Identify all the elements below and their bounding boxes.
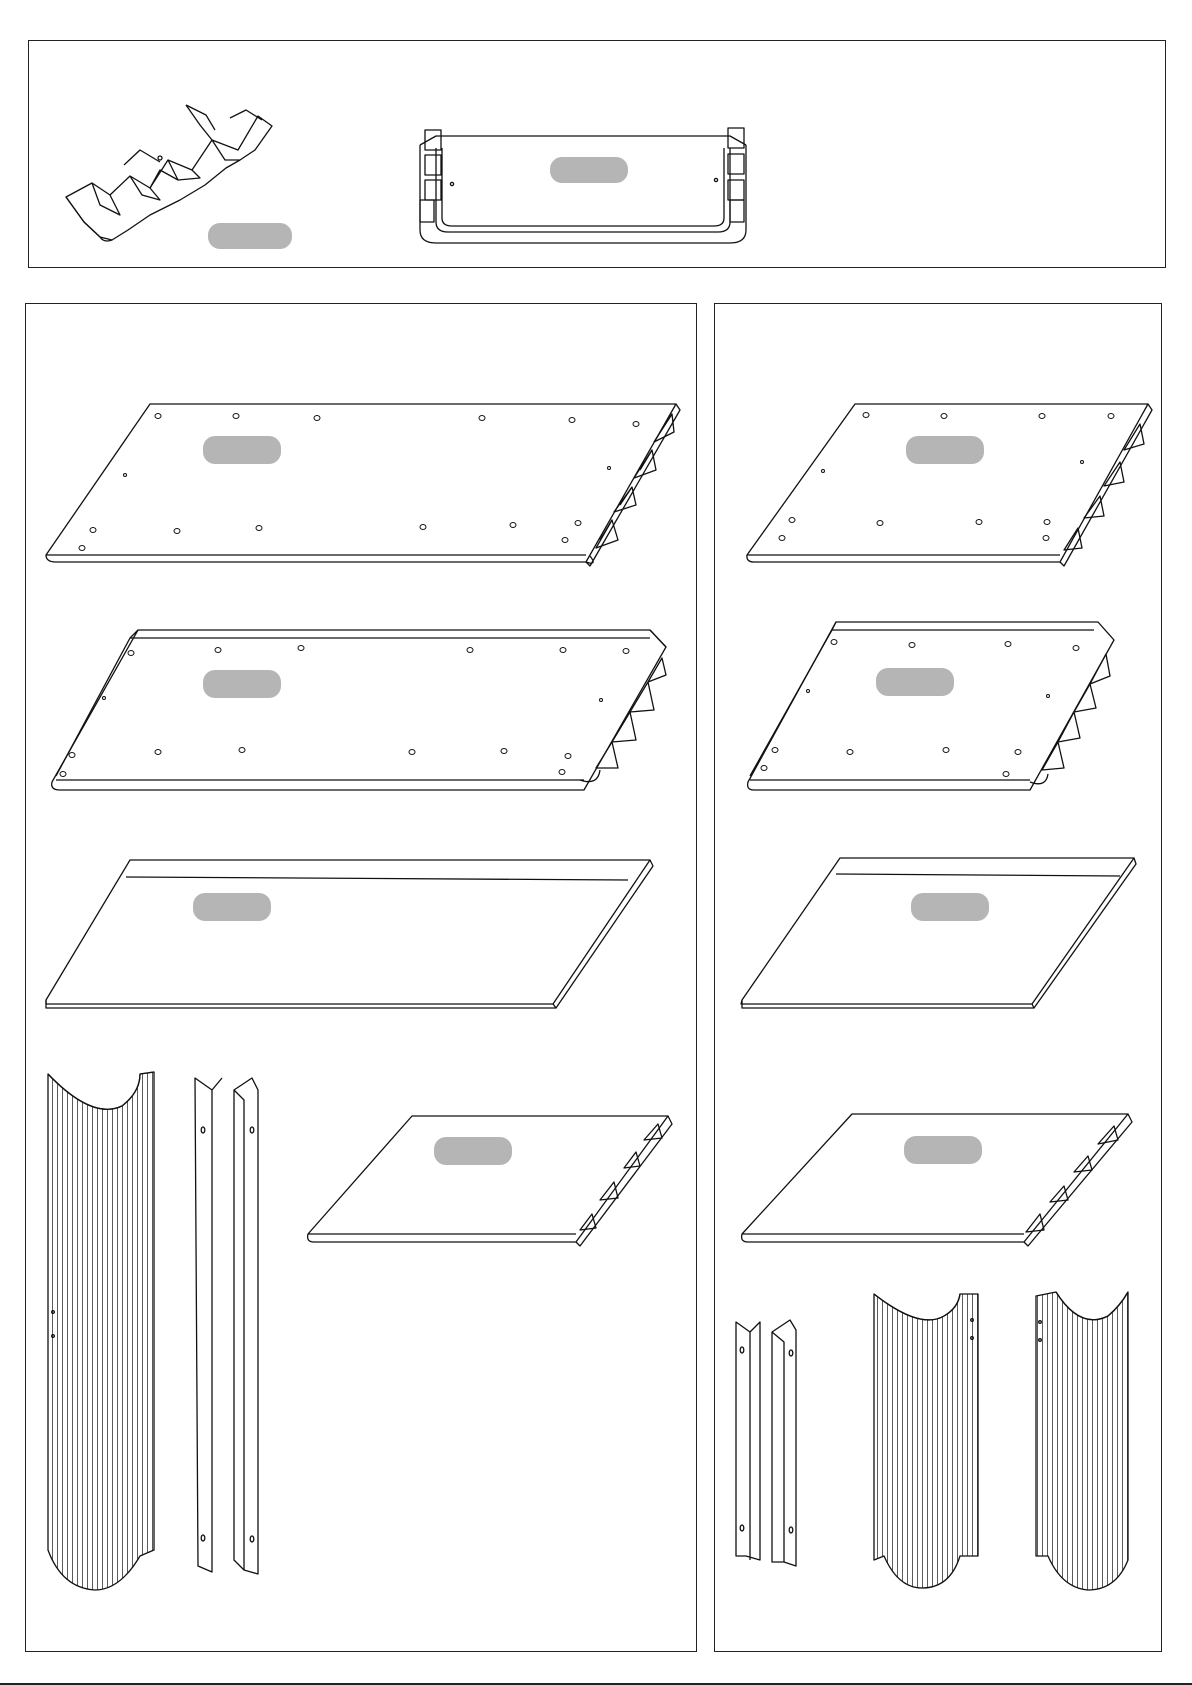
small-shelf-a-label-pill [906,436,984,464]
long-shelf-a-label-pill [203,436,281,464]
angle-strips [195,1078,258,1574]
small-fluted-column-2 [1036,1292,1128,1590]
small-plain-board-label-pill [911,893,989,921]
long-plain-board-label-pill [193,893,271,921]
small-shelf-c [742,1114,1132,1246]
long-shelf-b [52,630,666,790]
long-shelf-a [46,404,680,566]
small-fluted-column-1 [874,1294,978,1588]
fluted-column [48,1072,154,1590]
tray-part [420,128,746,243]
bracket-part [66,105,272,241]
bracket-label-pill [208,223,292,249]
small-shelf-c-label-pill [904,1136,982,1164]
tray-label-pill [550,157,628,183]
small-shelf-a [747,404,1152,566]
short-shelf-label-pill [434,1137,512,1165]
small-angle-strips [736,1320,796,1566]
small-plain-board [741,858,1136,1008]
small-shelf-b-label-pill [876,668,954,696]
long-plain-board [46,860,653,1008]
long-shelf-b-label-pill [203,670,281,698]
small-shelf-b [748,622,1114,790]
short-shelf [308,1116,672,1246]
